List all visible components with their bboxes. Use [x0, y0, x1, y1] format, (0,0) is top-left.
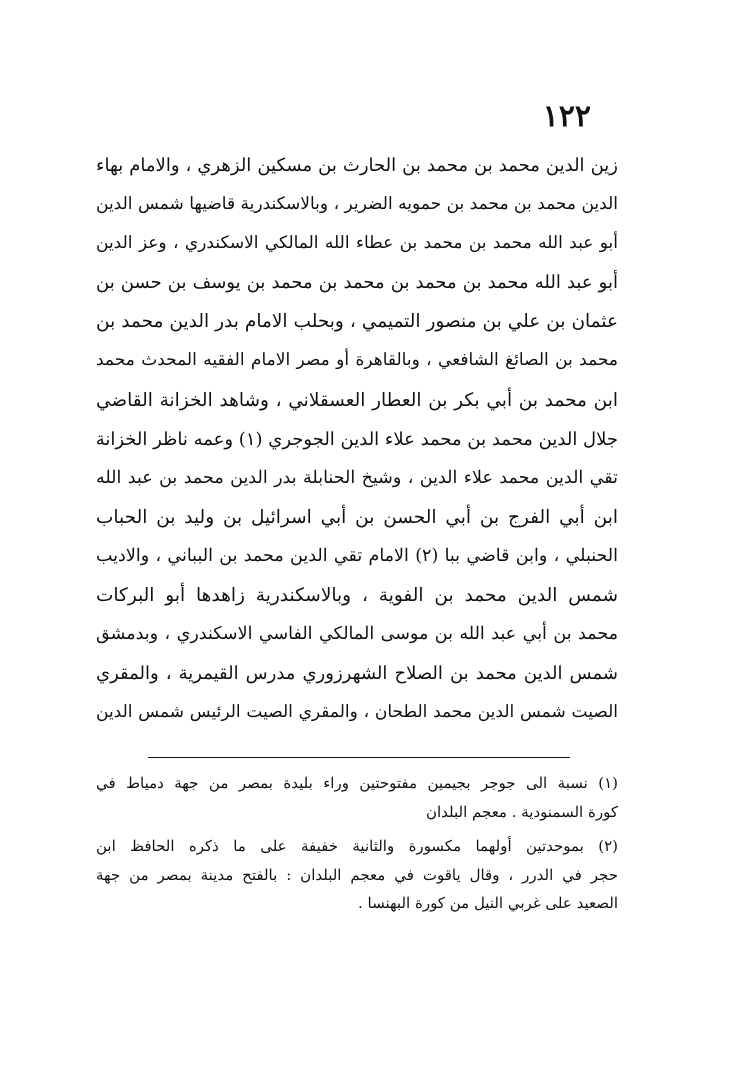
footnote-line: كورة السمنودية . معجم البلدان — [425, 802, 618, 821]
main-text — [96, 146, 618, 732]
text-line: تقي الدين محمد علاء الدين ، وشيخ الحنابلة بدر الدين محمد بن عبد الله — [96, 467, 618, 488]
text-line: الصيت شمس الدين محمد الطحان ، والمقري الصيت الرئيس شمس الدين — [96, 702, 618, 723]
text-line: شمس الدين محمد بن الصلاح الشهرزوري مدرس القيمرية ، والمقري — [96, 663, 618, 685]
text-line: عثمان بن علي بن منصور التميمي ، وبحلب الامام بدر الدين محمد بن — [96, 311, 618, 333]
footnote-separator — [148, 757, 570, 758]
text-line: زين الدين محمد بن محمد بن الحارث بن مسكين الزهري ، والامام بهاء — [96, 155, 618, 176]
footnotes — [96, 769, 618, 918]
footnote-line: الصعيد على غربي النيل من كورة البهنسا . — [358, 894, 618, 912]
text-line: ابن محمد بن أبي بكر بن العطار العسقلاني ، وشاهد الخزانة القاضي — [96, 389, 618, 411]
text-line: الدين محمد بن محمد بن حمويه الضرير ، وبالاسكندرية قاضيها شمس الدين — [96, 194, 618, 215]
text-line: ابن أبي الفرج بن أبي الحسن بن أبي اسرائيل بن وليد بن الحباب — [96, 506, 618, 528]
footnote-2 — [96, 832, 618, 918]
text-line: أبو عبد الله محمد بن محمد بن عطاء الله المالكي الاسكندري ، وعز الدين — [96, 233, 618, 254]
text-line: محمد بن أبي عبد الله بن موسى المالكي الفاسي الاسكندري ، وبدمشق — [96, 624, 618, 645]
page-number: ١٢٢ — [542, 99, 591, 134]
text-line: أبو عبد الله محمد بن محمد بن محمد بن محمد بن يوسف بن حسن بن — [96, 272, 618, 294]
footnote-line: (١) نسبة الى جوجر بجيمين مفتوحتين وراء بليدة بمصر من جهة دمياط في — [96, 774, 618, 792]
text-line: محمد بن الصائغ الشافعي ، وبالقاهرة أو مصر الامام الفقيه المحدث محمد — [96, 350, 618, 371]
footnote-1 — [96, 769, 618, 826]
text-line: جلال الدين محمد بن محمد علاء الدين الجوجري (١) وعمه ناظر الخزانة — [96, 428, 618, 450]
text-line: شمس الدين محمد بن الفوية ، وبالاسكندرية زاهدها أبو البركات — [96, 585, 618, 607]
footnote-line: حجر في الدرر ، وقال ياقوت في معجم البلدان : بالفتح مدينة بمصر من جهة — [96, 865, 618, 884]
text-line: الحنبلي ، وابن قاضي ببا (٢) الامام تقي الدين محمد بن البباني ، والاديب — [96, 545, 618, 566]
footnote-line: (٢) بموحدتين أولهما مكسورة والثانية خفيفة على ما ذكره الحافظ ابن — [96, 837, 618, 855]
